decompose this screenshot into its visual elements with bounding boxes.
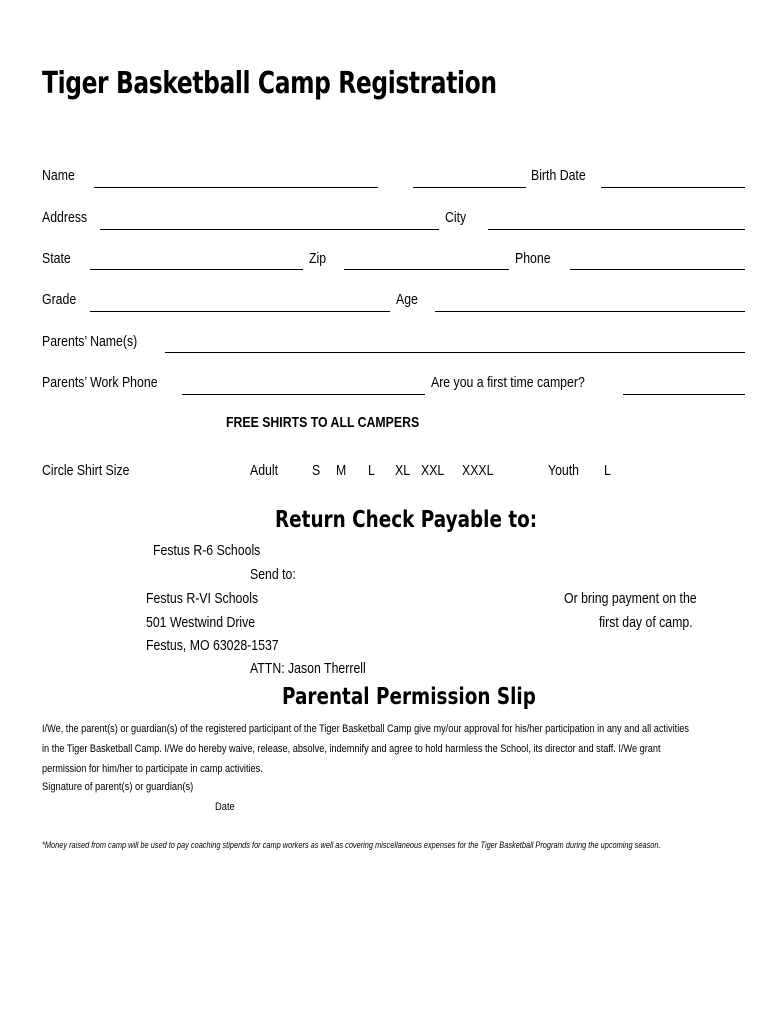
first-time-camper-label: Are you a first time camper? bbox=[431, 374, 585, 391]
free-shirts-headline: FREE SHIRTS TO ALL CAMPERS bbox=[226, 414, 420, 431]
zip-field-line[interactable] bbox=[344, 269, 509, 270]
birth-date-label: Birth Date bbox=[531, 167, 586, 184]
parents-names-field-line[interactable] bbox=[165, 352, 745, 353]
circle-shirt-size-label: Circle Shirt Size bbox=[42, 462, 130, 479]
adult-label: Adult bbox=[250, 462, 279, 479]
age-label: Age bbox=[396, 291, 418, 308]
permission-slip-heading: Parental Permission Slip bbox=[282, 684, 536, 710]
grade-field-line[interactable] bbox=[90, 311, 390, 312]
address-field-line[interactable] bbox=[100, 229, 439, 230]
alt-payment-line-2: first day of camp. bbox=[599, 614, 693, 631]
size-option-xxl[interactable]: XXL bbox=[421, 462, 445, 479]
mailing-address-line-3: Festus, MO 63028-1537 bbox=[146, 637, 279, 654]
size-option-xl[interactable]: XL bbox=[395, 462, 411, 479]
name-field-line[interactable] bbox=[94, 187, 378, 188]
mailing-address-line-2: 501 Westwind Drive bbox=[146, 614, 256, 631]
parents-work-phone-label: Parents’ Work Phone bbox=[42, 374, 158, 391]
form-title: Tiger Basketball Camp Registration bbox=[42, 66, 497, 101]
footnote: *Money raised from camp will be used to pay coaching stipends for camp workers as well as covering miscellaneous expenses for the Tiger Basketball Program during the upcoming season. bbox=[42, 840, 661, 850]
age-field-line[interactable] bbox=[435, 311, 745, 312]
size-option-s[interactable]: S bbox=[312, 462, 321, 479]
state-field-line[interactable] bbox=[90, 269, 303, 270]
attn-line: ATTN: Jason Therrell bbox=[250, 660, 366, 677]
mailing-address-line-1: Festus R-VI Schools bbox=[146, 590, 259, 607]
parents-work-phone-field-line[interactable] bbox=[182, 394, 425, 395]
alt-payment-line-1: Or bring payment on the bbox=[564, 590, 697, 607]
address-label: Address bbox=[42, 209, 88, 226]
signature-label: Signature of parent(s) or guardian(s) bbox=[42, 781, 194, 793]
return-check-heading: Return Check Payable to: bbox=[275, 507, 538, 533]
youth-size-option-l[interactable]: L bbox=[604, 462, 611, 479]
city-field-line[interactable] bbox=[488, 229, 745, 230]
send-to-label: Send to: bbox=[250, 566, 296, 583]
phone-label: Phone bbox=[515, 250, 551, 267]
permission-paragraph bbox=[42, 719, 726, 779]
zip-label: Zip bbox=[309, 250, 327, 267]
date-label: Date bbox=[215, 801, 235, 813]
name-label: Name bbox=[42, 167, 75, 184]
youth-label: Youth bbox=[548, 462, 580, 479]
permission-line: permission for him/her to participate in camp activities. bbox=[42, 763, 263, 775]
size-option-l[interactable]: L bbox=[368, 462, 375, 479]
birth-date-pre-line[interactable] bbox=[413, 187, 526, 188]
grade-label: Grade bbox=[42, 291, 77, 308]
first-time-camper-field-line[interactable] bbox=[623, 394, 745, 395]
city-label: City bbox=[445, 209, 467, 226]
size-option-xxxl[interactable]: XXXL bbox=[462, 462, 494, 479]
permission-line: in the Tiger Basketball Camp. I/We do hereby waive, release, absolve, indemnify and agree to hold harmless the School, its director and staff. I/We grant bbox=[42, 743, 661, 755]
birth-date-field-line[interactable] bbox=[601, 187, 745, 188]
size-option-m[interactable]: M bbox=[336, 462, 347, 479]
phone-field-line[interactable] bbox=[570, 269, 745, 270]
payee-text: Festus R-6 Schools bbox=[153, 542, 261, 559]
state-label: State bbox=[42, 250, 71, 267]
parents-names-label: Parents’ Name(s) bbox=[42, 333, 138, 350]
permission-line: I/We, the parent(s) or guardian(s) of the registered participant of the Tiger Basketball Camp give my/our approval for his/her participation in any and all activities bbox=[42, 723, 689, 735]
